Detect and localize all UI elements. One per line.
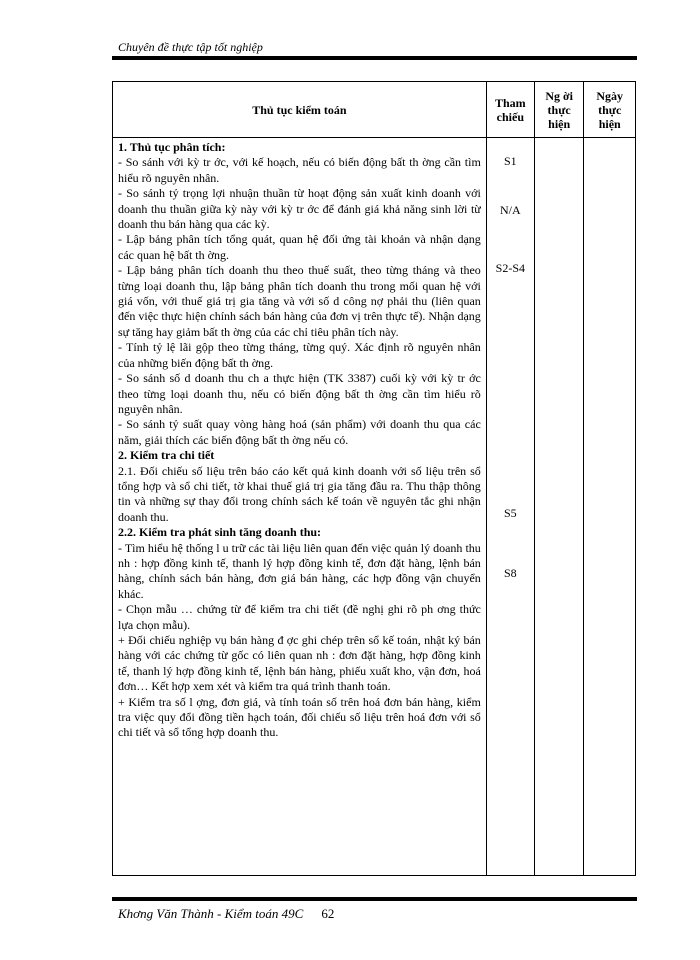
audit-procedure-table xyxy=(112,81,636,876)
reference-label: S2-S4 xyxy=(495,260,526,275)
header-rule xyxy=(112,56,637,60)
section-heading: 1. Thủ tục phân tích: xyxy=(118,140,226,154)
col-header-reference: Tham chiếu xyxy=(486,82,534,138)
section-heading: 2. Kiểm tra chi tiết xyxy=(118,448,215,463)
procedure-item: - Chọn mẫu … chứng từ để kiểm tra chi tiết (đề nghị ghi rõ ph ơng thức lựa chọn mẫu). xyxy=(118,602,481,632)
procedure-item: - So sánh tỷ trọng lợi nhuận thuần từ hoạt động sản xuất kinh doanh với doanh thu thuần giữa kỳ này với kỳ tr ớc để đánh giá khả năng sinh lời từ doanh thu bán hàng qua các kỳ. xyxy=(118,186,481,232)
procedure-item: 2.1. Đối chiếu số liệu trên báo cáo kết quả kinh doanh với số liệu trên sổ tổng hợp và sổ chi tiết, tờ khai thuế giá trị gia tăng đầu ra. Thu thập thông tin và những sự thay đổi trong chính sách kế toán về nguyên tắc ghi nhận doanh thu. xyxy=(118,463,481,524)
procedure-item: - Lập bảng phân tích tổng quát, quan hệ đối ứng tài khoản và nhận dạng các quan hệ bất th ờng. xyxy=(118,232,481,262)
page-header-title: Chuyên đề thực tập tốt nghiệp xyxy=(118,40,263,54)
reference-column xyxy=(486,138,534,876)
section-heading: 2.2. Kiểm tra phát sinh tăng doanh thu: xyxy=(118,525,322,540)
procedure-item: - So sánh tỷ suất quay vòng hàng hoá (sản phẩm) với doanh thu qua các năm, giải thích các biến động bất th ờng nếu có. xyxy=(118,417,481,447)
page-footer xyxy=(118,906,334,922)
col-header-date: Ngày thực hiện xyxy=(584,82,636,138)
reference-label: S5 xyxy=(504,506,517,521)
procedure-item: + Kiểm tra số l ợng, đơn giá, và tính toán số trên hoá đơn bán hàng, kiểm tra việc quy đổi đồng tiền hạch toán, đối chiếu số liệu trên hoá đơn với sổ chi tiết và sổ tổng hợp doanh thu. xyxy=(118,694,481,740)
date-column xyxy=(584,138,636,876)
reference-label: N/A xyxy=(500,203,521,218)
procedure-content xyxy=(113,138,487,876)
footer-rule xyxy=(112,897,637,901)
reference-label: S8 xyxy=(504,565,517,580)
col-header-performer: Ng ời thực hiện xyxy=(534,82,583,138)
procedure-item: - So sánh với kỳ tr ớc, với kế hoạch, nếu có biến động bất th ờng cần tìm hiểu rõ nguyên nhân. xyxy=(118,155,481,185)
procedure-item: + Đối chiếu nghiệp vụ bán hàng đ ợc ghi chép trên sổ kế toán, nhật ký bán hàng với các chứng từ gốc có liên quan nh : đơn đặt hàng, hợp đồng kinh tế, thanh lý hợp đồng kinh tế, lệnh bán hàng, phiếu xuất kho, vận đơn, hoá đơn… Kết hợp xem xét và kiểm tra quá trình thanh toán. xyxy=(118,633,481,694)
procedure-item: - Tìm hiểu hệ thống l u trữ các tài liệu liên quan đến việc quản lý doanh thu nh : hợp đồng kinh tế, thanh lý hợp đồng kinh tế, đơn đặt hàng, lệnh bán hàng, chính sách bán hàng, đơn giá bán hàng, các hợp đồng vận chuyển khác. xyxy=(118,540,481,601)
procedure-item: - Tính tỷ lệ lãi gộp theo từng tháng, từng quý. Xác định rõ nguyên nhân của những biến động bất th ờng. xyxy=(118,340,481,370)
performer-column xyxy=(534,138,583,876)
reference-label: S1 xyxy=(504,154,517,168)
procedure-item: - Lập bảng phân tích doanh thu theo thuế suất, theo từng tháng và theo từng loại doanh thu, lập bảng phân tích doanh thu trong mối quan hệ với giá vốn, với thuế giá trị gia tăng và với số d công nợ phải thu (liên quan đến việc thực hiện chính sách bán hàng của đơn vị trên thực tế). Nhận dạng sự tăng hay giảm bất th ờng của các chỉ tiêu phân tích này. xyxy=(118,263,481,339)
page-number: 62 xyxy=(321,906,335,921)
procedure-item: - So sánh số d doanh thu ch a thực hiện (TK 3387) cuối kỳ với kỳ tr ớc theo từng loại doanh thu, nếu có biến động bất th ờng cần tìm hiểu rõ nguyên nhân. xyxy=(118,371,481,416)
footer-author: Khơng Văn Thành - Kiểm toán 49C xyxy=(118,906,304,921)
col-header-procedure: Thủ tục kiểm toán xyxy=(113,82,487,138)
